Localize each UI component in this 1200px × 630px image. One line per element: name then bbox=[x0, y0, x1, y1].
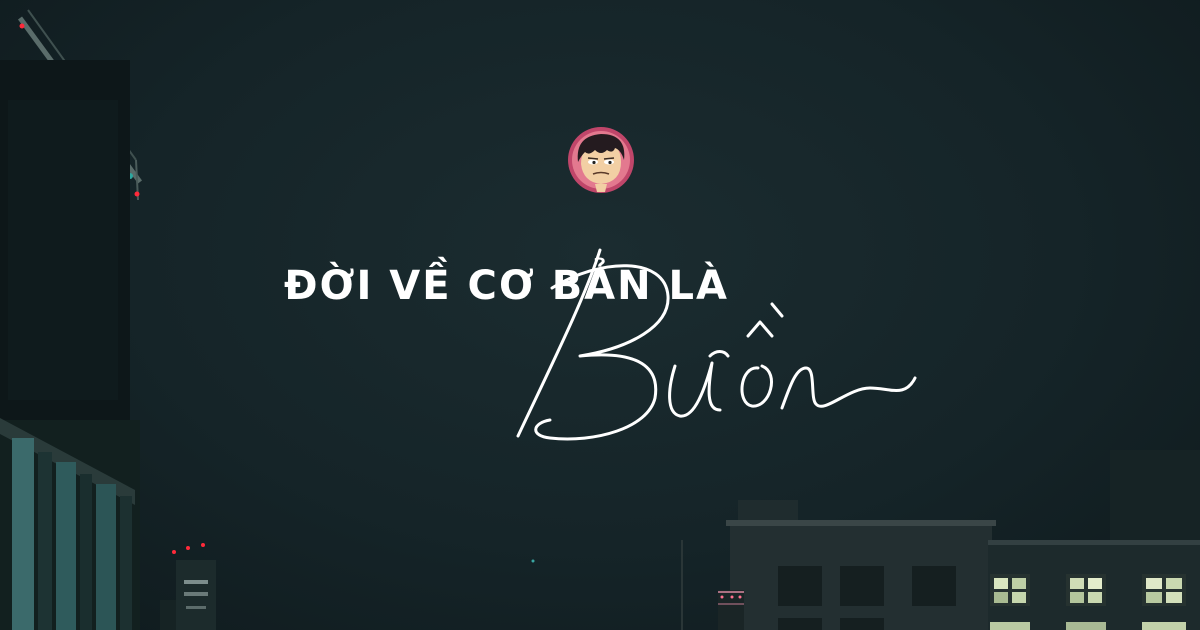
script-word-drawing bbox=[490, 238, 930, 448]
script-word bbox=[490, 238, 930, 448]
avatar bbox=[567, 126, 635, 194]
cartoon-boy-face-icon bbox=[568, 127, 634, 193]
headline: ĐỜI VỀ CƠ BẢN LÀ bbox=[284, 263, 729, 309]
right-buildings bbox=[532, 450, 1200, 630]
left-building bbox=[0, 60, 140, 630]
distant-building bbox=[160, 543, 216, 630]
